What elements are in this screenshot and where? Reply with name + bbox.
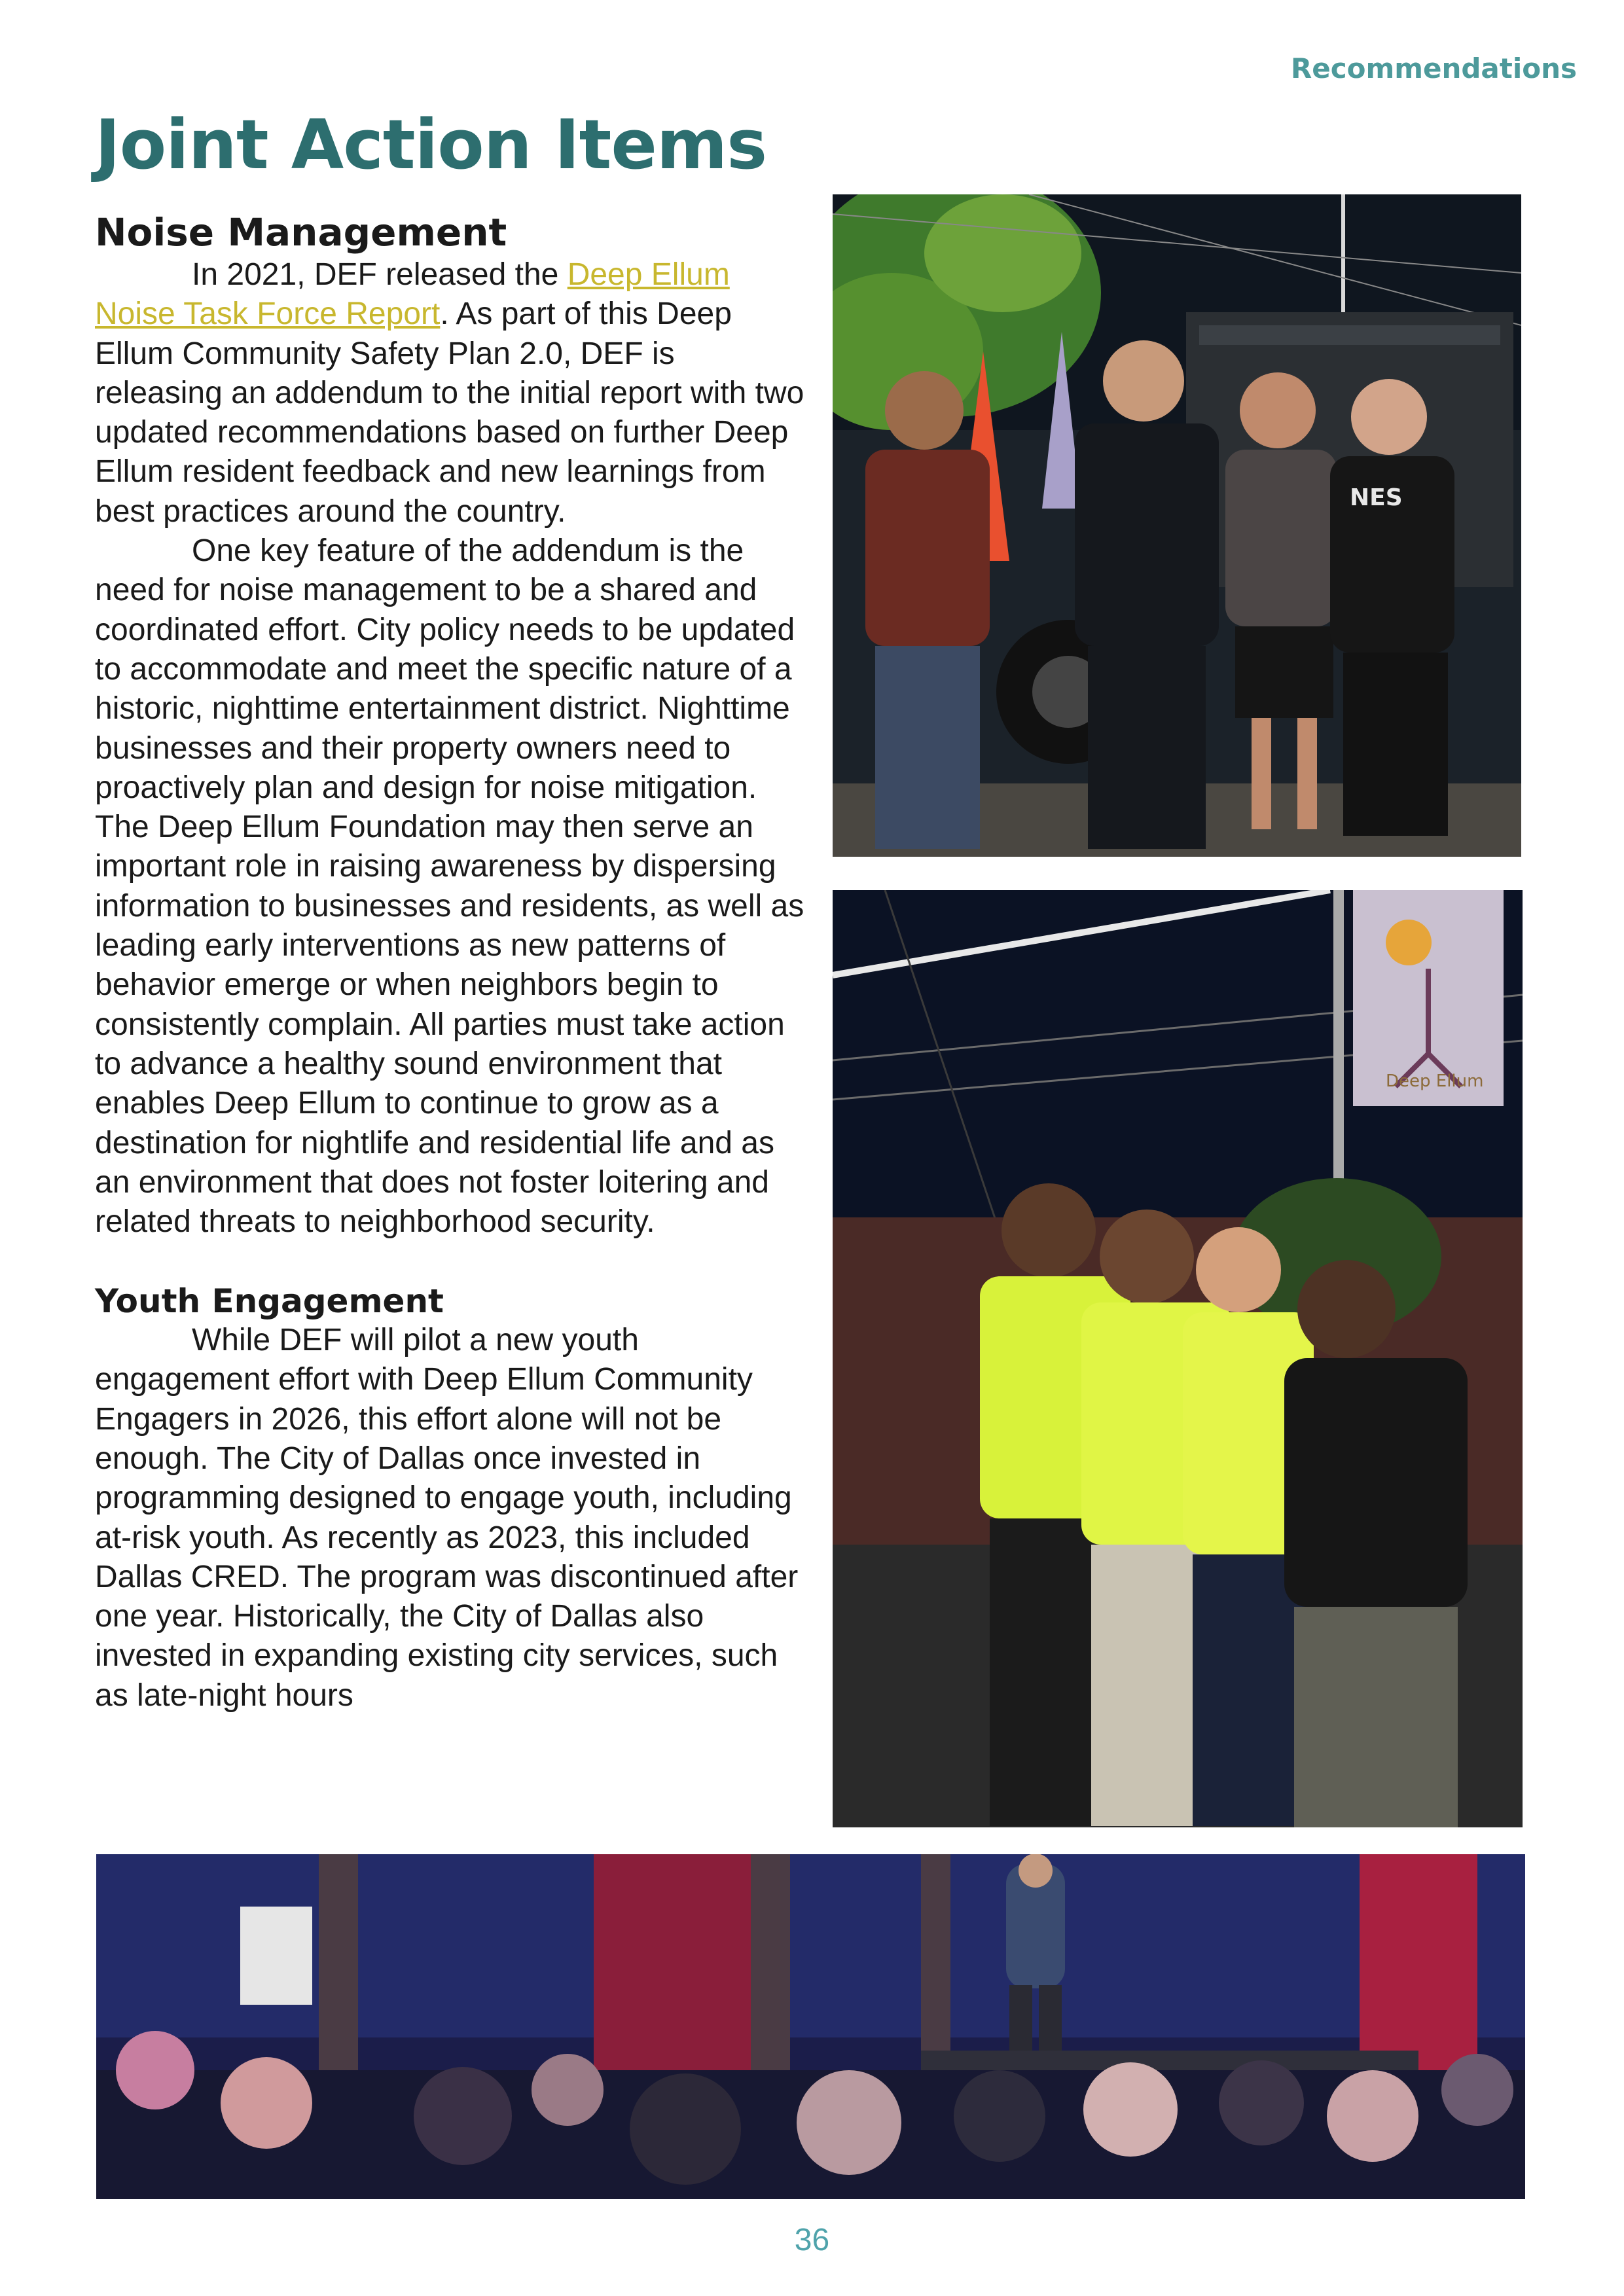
- photo-group-night-street-image: [833, 194, 1521, 857]
- photo-banner-text: Deep Ellum: [1386, 1071, 1484, 1091]
- text-column: [95, 209, 805, 1715]
- page-title: Joint Action Items: [95, 105, 767, 185]
- photo-community-engagers-image: [833, 890, 1523, 1827]
- noise-task-force-report-link[interactable]: Deep Ellum Noise Task Force Report: [95, 257, 730, 332]
- photo-group-night-street: [833, 194, 1521, 857]
- youth-engagement-heading: Youth Engagement: [95, 1282, 444, 1320]
- noise-p1-after: . As part of this Deep Ellum Community Safety Plan 2.0, DEF is releasing an addendum to the initial report with two updated recommendations based on further Deep Ellum resident feedback and new learnings from best practices around the country.: [95, 296, 804, 529]
- photo-audience-presentation-image: [96, 1854, 1525, 2199]
- photo-audience-presentation: [96, 1854, 1525, 2199]
- noise-paragraph-2: One key feature of the addendum is the need for noise management to be a shared and coordinated effort. City policy needs to be updated to accommodate and meet the specific nature of a historic, nighttime entertainment district. Nighttime businesses and their property owners need to proactively plan and design for noise mitigation. The Deep Ellum Foundation may then serve an important role in raising awareness by dispersing information to businesses and residents, as well as leading early interventions as new patterns of behavior emerge or when neighbors begin to consistently complain. All parties must take action to advance a healthy sound environment that enables Deep Ellum to continue to grow as a destination for nightlife and residential life and as an environment that does not foster loitering and related threats to neighborhood security.: [95, 533, 804, 1240]
- section-label: Recommendations: [1290, 52, 1577, 84]
- page-number: 36: [794, 2223, 830, 2257]
- youth-paragraph-1: While DEF will pilot a new youth engagement effort with Deep Ellum Community Engagers in 2026, this effort alone will not be enough. The City of Dallas once invested in programming designed to engage youth, including at-risk youth. As recently as 2023, this included Dallas CRED. The program was discontinued after one year. Historically, the City of Dallas also invested in expanding existing city services, such as late-night hours: [95, 1323, 799, 1713]
- photo-shirt-text: NES: [1350, 484, 1403, 511]
- photo-community-engagers: [833, 890, 1523, 1827]
- noise-p1-before: In 2021, DEF released the: [192, 257, 568, 292]
- noise-paragraph-1: [95, 255, 805, 531]
- noise-management-heading: Noise Management: [95, 210, 507, 255]
